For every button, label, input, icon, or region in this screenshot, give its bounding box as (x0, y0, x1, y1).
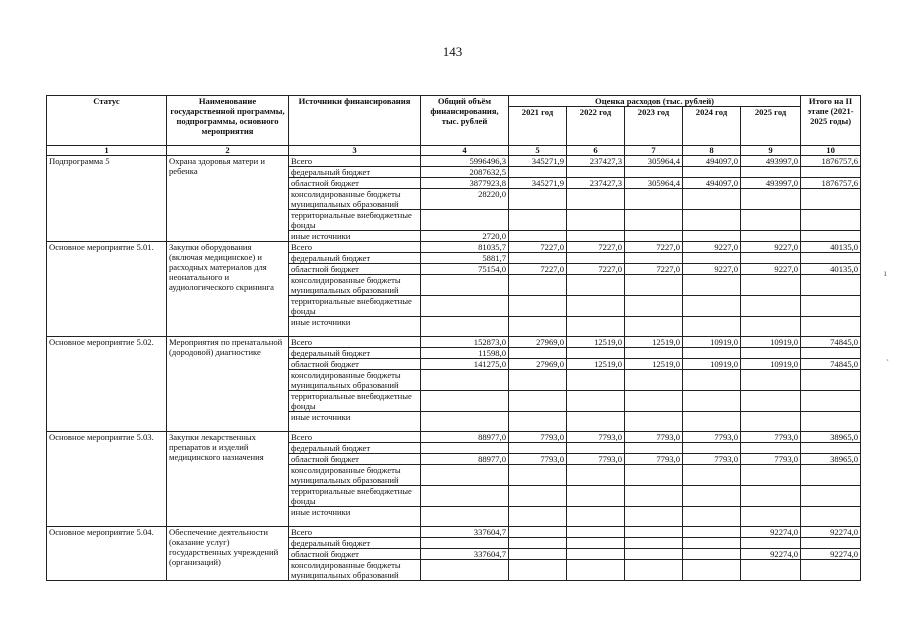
amount-cell-y2021 (509, 391, 567, 412)
amount-cell-y2024 (683, 275, 741, 296)
funding-source: областной бюджет (289, 264, 421, 275)
amount-cell-total (421, 486, 509, 507)
amount-cell-y2023 (625, 370, 683, 391)
amount-cell-y2024 (683, 296, 741, 317)
amount-cell-y2023: 7793,0 (625, 454, 683, 465)
amount-cell-stage (801, 412, 861, 432)
funding-source: иные источники (289, 412, 421, 432)
funding-source: областной бюджет (289, 178, 421, 189)
funding-source: областной бюджет (289, 359, 421, 370)
amount-cell-y2021 (509, 538, 567, 549)
amount-cell-y2023: 305964,4 (625, 178, 683, 189)
amount-cell-y2021 (509, 189, 567, 210)
table-row (47, 432, 861, 443)
amount-cell-y2025 (741, 465, 801, 486)
column-number: 3 (289, 146, 421, 156)
amount-cell-stage (801, 443, 861, 454)
amount-cell-y2025: 9227,0 (741, 264, 801, 275)
amount-cell-y2021 (509, 370, 567, 391)
amount-cell-y2025 (741, 296, 801, 317)
funding-source: федеральный бюджет (289, 348, 421, 359)
amount-cell-y2022 (567, 231, 625, 242)
amount-cell-y2021 (509, 560, 567, 581)
amount-cell-y2023 (625, 507, 683, 527)
amount-cell-y2021 (509, 253, 567, 264)
funding-source: областной бюджет (289, 454, 421, 465)
amount-cell-y2021 (509, 167, 567, 178)
amount-cell-y2022: 7227,0 (567, 264, 625, 275)
amount-cell-total: 3877923,8 (421, 178, 509, 189)
amount-cell-total: 75154,0 (421, 264, 509, 275)
amount-cell-y2025 (741, 317, 801, 337)
amount-cell-total (421, 538, 509, 549)
amount-cell-y2022 (567, 167, 625, 178)
amount-cell-y2022 (567, 538, 625, 549)
funding-source: территориальные внебюджетные фонды (289, 486, 421, 507)
amount-cell-y2023 (625, 189, 683, 210)
header-name: Наименование государственной программы, подпрограммы, основного мероприятия (167, 96, 289, 146)
column-number: 7 (625, 146, 683, 156)
header-stage-total: Итого на II этапе (2021-2025 годы) (801, 96, 861, 146)
amount-cell-y2021 (509, 443, 567, 454)
amount-cell-y2021 (509, 210, 567, 231)
amount-cell-y2023: 7227,0 (625, 264, 683, 275)
amount-cell-y2022 (567, 465, 625, 486)
amount-cell-y2025: 493997,0 (741, 178, 801, 189)
column-number: 2 (167, 146, 289, 156)
amount-cell-y2021: 7227,0 (509, 242, 567, 253)
amount-cell-stage (801, 507, 861, 527)
funding-source: Всего (289, 432, 421, 443)
amount-cell-y2025 (741, 231, 801, 242)
amount-cell-y2022 (567, 370, 625, 391)
amount-cell-y2023: 305964,4 (625, 156, 683, 167)
amount-cell-y2024 (683, 231, 741, 242)
amount-cell-y2023 (625, 167, 683, 178)
row-status: Основное мероприятие 5.03. (47, 432, 167, 527)
amount-cell-y2021: 7793,0 (509, 454, 567, 465)
amount-cell-y2022 (567, 189, 625, 210)
column-number: 8 (683, 146, 741, 156)
header-year: 2024 год (683, 107, 741, 146)
amount-cell-y2024 (683, 189, 741, 210)
funding-source: иные источники (289, 231, 421, 242)
amount-cell-total (421, 507, 509, 527)
table-row (47, 156, 861, 167)
amount-cell-total: 11598,0 (421, 348, 509, 359)
amount-cell-y2025 (741, 348, 801, 359)
amount-cell-y2021 (509, 231, 567, 242)
amount-cell-y2024: 7793,0 (683, 454, 741, 465)
amount-cell-stage (801, 231, 861, 242)
amount-cell-y2025: 10919,0 (741, 359, 801, 370)
amount-cell-total (421, 391, 509, 412)
amount-cell-y2024 (683, 560, 741, 581)
amount-cell-total: 141275,0 (421, 359, 509, 370)
amount-cell-y2022 (567, 210, 625, 231)
amount-cell-y2022 (567, 560, 625, 581)
amount-cell-total (421, 370, 509, 391)
column-number-row (47, 146, 861, 156)
funding-source: консолидированные бюджеты муниципальных образований (289, 560, 421, 581)
scan-mark: ˋ (886, 358, 889, 368)
row-name: Мероприятия по пренатальной (дородовой) диагностике (167, 337, 289, 432)
header-sources: Источники финансирования (289, 96, 421, 146)
amount-cell-stage (801, 189, 861, 210)
amount-cell-stage: 40135,0 (801, 242, 861, 253)
amount-cell-y2021 (509, 275, 567, 296)
amount-cell-y2025 (741, 412, 801, 432)
amount-cell-y2024 (683, 391, 741, 412)
amount-cell-y2023 (625, 210, 683, 231)
amount-cell-y2025: 10919,0 (741, 337, 801, 348)
amount-cell-stage: 40135,0 (801, 264, 861, 275)
row-name: Обеспечение деятельности (оказание услуг) государственных учреждений (организаций) (167, 527, 289, 581)
table-row (47, 337, 861, 348)
amount-cell-stage: 92274,0 (801, 549, 861, 560)
header-year: 2025 год (741, 107, 801, 146)
funding-source: территориальные внебюджетные фонды (289, 296, 421, 317)
amount-cell-total: 152873,0 (421, 337, 509, 348)
column-number: 4 (421, 146, 509, 156)
amount-cell-stage (801, 348, 861, 359)
page-number: 143 (442, 44, 463, 59)
amount-cell-total: 88977,0 (421, 454, 509, 465)
amount-cell-y2022: 237427,3 (567, 178, 625, 189)
amount-cell-y2022 (567, 443, 625, 454)
amount-cell-y2025 (741, 538, 801, 549)
funding-source: федеральный бюджет (289, 167, 421, 178)
amount-cell-stage (801, 253, 861, 264)
amount-cell-y2021: 27969,0 (509, 359, 567, 370)
funding-source: консолидированные бюджеты муниципальных образований (289, 275, 421, 296)
amount-cell-y2025 (741, 167, 801, 178)
amount-cell-y2025 (741, 443, 801, 454)
column-number: 9 (741, 146, 801, 156)
amount-cell-y2023 (625, 348, 683, 359)
amount-cell-y2021: 345271,9 (509, 156, 567, 167)
funding-source: областной бюджет (289, 549, 421, 560)
funding-source: Всего (289, 156, 421, 167)
amount-cell-total: 337604,7 (421, 527, 509, 538)
scan-mark: ı (884, 268, 887, 278)
amount-cell-y2022: 12519,0 (567, 359, 625, 370)
amount-cell-y2021: 7227,0 (509, 264, 567, 275)
amount-cell-y2025 (741, 507, 801, 527)
row-status: Основное мероприятие 5.01. (47, 242, 167, 337)
amount-cell-y2024 (683, 527, 741, 538)
amount-cell-stage (801, 210, 861, 231)
amount-cell-y2024 (683, 538, 741, 549)
funding-source: консолидированные бюджеты муниципальных образований (289, 465, 421, 486)
amount-cell-y2023 (625, 486, 683, 507)
amount-cell-y2022 (567, 275, 625, 296)
amount-cell-y2021 (509, 549, 567, 560)
amount-cell-y2021 (509, 527, 567, 538)
row-status: Основное мероприятие 5.02. (47, 337, 167, 432)
funding-source: иные источники (289, 507, 421, 527)
funding-source: федеральный бюджет (289, 443, 421, 454)
amount-cell-y2023 (625, 538, 683, 549)
amount-cell-y2024: 494097,0 (683, 178, 741, 189)
amount-cell-y2022: 237427,3 (567, 156, 625, 167)
row-status: Основное мероприятие 5.04. (47, 527, 167, 581)
column-number: 10 (801, 146, 861, 156)
amount-cell-y2021 (509, 465, 567, 486)
amount-cell-total (421, 465, 509, 486)
amount-cell-y2024 (683, 253, 741, 264)
funding-source: территориальные внебюджетные фонды (289, 391, 421, 412)
amount-cell-total: 2720,0 (421, 231, 509, 242)
amount-cell-y2023: 12519,0 (625, 337, 683, 348)
amount-cell-stage: 92274,0 (801, 527, 861, 538)
amount-cell-y2024 (683, 486, 741, 507)
amount-cell-y2024 (683, 549, 741, 560)
amount-cell-total (421, 412, 509, 432)
amount-cell-stage: 38965,0 (801, 454, 861, 465)
table-body (47, 156, 861, 581)
amount-cell-y2021 (509, 296, 567, 317)
amount-cell-y2025 (741, 560, 801, 581)
amount-cell-total: 5996496,3 (421, 156, 509, 167)
amount-cell-y2023: 7793,0 (625, 432, 683, 443)
amount-cell-y2021 (509, 317, 567, 337)
amount-cell-y2025 (741, 189, 801, 210)
column-number: 1 (47, 146, 167, 156)
amount-cell-y2024: 9227,0 (683, 242, 741, 253)
amount-cell-y2023 (625, 231, 683, 242)
amount-cell-y2023 (625, 560, 683, 581)
amount-cell-stage (801, 317, 861, 337)
amount-cell-y2024 (683, 443, 741, 454)
amount-cell-y2022: 7793,0 (567, 432, 625, 443)
amount-cell-y2021 (509, 348, 567, 359)
amount-cell-y2023 (625, 412, 683, 432)
table-row (47, 527, 861, 538)
amount-cell-y2022 (567, 549, 625, 560)
amount-cell-y2024: 7793,0 (683, 432, 741, 443)
amount-cell-y2023 (625, 296, 683, 317)
amount-cell-y2024: 9227,0 (683, 264, 741, 275)
amount-cell-y2022: 7227,0 (567, 242, 625, 253)
amount-cell-y2023 (625, 391, 683, 412)
amount-cell-stage (801, 370, 861, 391)
amount-cell-y2022 (567, 527, 625, 538)
amount-cell-stage (801, 167, 861, 178)
amount-cell-y2025 (741, 275, 801, 296)
amount-cell-total (421, 443, 509, 454)
funding-source: консолидированные бюджеты муниципальных образований (289, 370, 421, 391)
amount-cell-total (421, 296, 509, 317)
amount-cell-y2021 (509, 486, 567, 507)
amount-cell-y2025 (741, 210, 801, 231)
amount-cell-y2025: 7793,0 (741, 432, 801, 443)
funding-source: Всего (289, 337, 421, 348)
amount-cell-y2021 (509, 412, 567, 432)
amount-cell-y2024: 10919,0 (683, 359, 741, 370)
amount-cell-y2023 (625, 465, 683, 486)
amount-cell-y2024 (683, 210, 741, 231)
amount-cell-y2025: 9227,0 (741, 242, 801, 253)
amount-cell-total: 2087632,5 (421, 167, 509, 178)
funding-source: иные источники (289, 317, 421, 337)
amount-cell-y2024 (683, 317, 741, 337)
amount-cell-y2023: 12519,0 (625, 359, 683, 370)
amount-cell-y2025: 92274,0 (741, 549, 801, 560)
amount-cell-total (421, 275, 509, 296)
row-name: Закупки лекарственных препаратов и изделий медицинского назначения (167, 432, 289, 527)
amount-cell-y2025 (741, 370, 801, 391)
budget-table (46, 95, 861, 581)
amount-cell-stage (801, 275, 861, 296)
amount-cell-y2023 (625, 443, 683, 454)
amount-cell-y2021: 345271,9 (509, 178, 567, 189)
amount-cell-total (421, 210, 509, 231)
amount-cell-y2024 (683, 167, 741, 178)
table-row (47, 242, 861, 253)
amount-cell-y2025 (741, 486, 801, 507)
amount-cell-stage: 74845,0 (801, 337, 861, 348)
amount-cell-y2025: 7793,0 (741, 454, 801, 465)
amount-cell-y2025: 92274,0 (741, 527, 801, 538)
amount-cell-y2024: 494097,0 (683, 156, 741, 167)
amount-cell-y2023 (625, 275, 683, 296)
amount-cell-y2022 (567, 317, 625, 337)
amount-cell-stage (801, 538, 861, 549)
funding-source: Всего (289, 527, 421, 538)
amount-cell-total (421, 317, 509, 337)
amount-cell-y2024 (683, 412, 741, 432)
amount-cell-stage (801, 465, 861, 486)
amount-cell-stage: 1876757,6 (801, 178, 861, 189)
funding-source: федеральный бюджет (289, 253, 421, 264)
amount-cell-stage: 38965,0 (801, 432, 861, 443)
amount-cell-y2024 (683, 465, 741, 486)
amount-cell-stage: 1876757,6 (801, 156, 861, 167)
amount-cell-stage (801, 296, 861, 317)
header-status: Статус (47, 96, 167, 146)
header-year: 2022 год (567, 107, 625, 146)
amount-cell-stage: 74845,0 (801, 359, 861, 370)
column-number: 5 (509, 146, 567, 156)
amount-cell-total: 337604,7 (421, 549, 509, 560)
amount-cell-stage (801, 486, 861, 507)
funding-source: территориальные внебюджетные фонды (289, 210, 421, 231)
amount-cell-y2023 (625, 549, 683, 560)
amount-cell-total: 28220,0 (421, 189, 509, 210)
amount-cell-y2021: 27969,0 (509, 337, 567, 348)
amount-cell-y2022: 7793,0 (567, 454, 625, 465)
amount-cell-y2023 (625, 527, 683, 538)
amount-cell-total (421, 560, 509, 581)
amount-cell-y2024 (683, 507, 741, 527)
amount-cell-y2022 (567, 486, 625, 507)
amount-cell-y2022 (567, 296, 625, 317)
row-name: Закупки оборудования (включая медицинское) и расходных материалов для неонатального и аудиологического скрининга (167, 242, 289, 337)
amount-cell-y2021: 7793,0 (509, 432, 567, 443)
amount-cell-y2022 (567, 507, 625, 527)
amount-cell-y2024: 10919,0 (683, 337, 741, 348)
amount-cell-total: 81035,7 (421, 242, 509, 253)
header-year: 2023 год (625, 107, 683, 146)
row-name: Охрана здоровья матери и ребенка (167, 156, 289, 242)
column-number: 6 (567, 146, 625, 156)
amount-cell-y2024 (683, 348, 741, 359)
amount-cell-y2024 (683, 370, 741, 391)
amount-cell-y2022 (567, 253, 625, 264)
amount-cell-y2025: 493997,0 (741, 156, 801, 167)
amount-cell-stage (801, 560, 861, 581)
amount-cell-y2025 (741, 253, 801, 264)
header-estimate: Оценка расходов (тыс. рублей) (509, 96, 801, 107)
amount-cell-total: 88977,0 (421, 432, 509, 443)
amount-cell-y2025 (741, 391, 801, 412)
header-total-volume: Общий объём финансирования, тыс. рублей (421, 96, 509, 146)
funding-source: Всего (289, 242, 421, 253)
amount-cell-total: 5881,7 (421, 253, 509, 264)
funding-source: консолидированные бюджеты муниципальных образований (289, 189, 421, 210)
amount-cell-stage (801, 391, 861, 412)
amount-cell-y2022: 12519,0 (567, 337, 625, 348)
row-status: Подпрограмма 5 (47, 156, 167, 242)
amount-cell-y2022 (567, 412, 625, 432)
amount-cell-y2021 (509, 507, 567, 527)
funding-source: федеральный бюджет (289, 538, 421, 549)
amount-cell-y2023: 7227,0 (625, 242, 683, 253)
amount-cell-y2023 (625, 317, 683, 337)
amount-cell-y2022 (567, 348, 625, 359)
amount-cell-y2022 (567, 391, 625, 412)
header-row (47, 96, 861, 107)
amount-cell-y2023 (625, 253, 683, 264)
header-year: 2021 год (509, 107, 567, 146)
